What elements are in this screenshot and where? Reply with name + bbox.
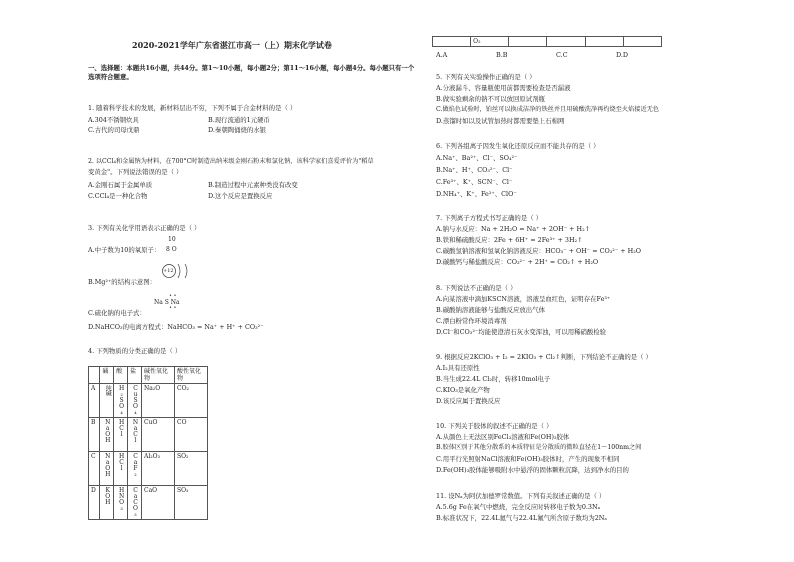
q10-stem: 10. 下列关于胶体的叙述不正确的是（ ） — [436, 422, 553, 430]
table-cell — [433, 37, 471, 47]
q3-option-a: A.中子数为10的氧原子： — [88, 246, 161, 254]
q5-option-b: B.做实验剩余的钠不可以放回原试剂瓶 — [436, 95, 545, 103]
q3-option-b: B.Mg²⁺的结构示意图： — [88, 278, 157, 286]
q3-isotope-mass: 10 — [168, 236, 176, 243]
q4-stem: 4. 下列物质的分类正确的是（ ） — [88, 347, 182, 355]
q7-stem: 7. 下列离子方程式书写正确的是（ ） — [436, 214, 543, 222]
q9-option-c: C.KIO₃是氧化产物 — [436, 386, 490, 394]
table-cell — [509, 37, 547, 47]
q8-option-a: A.向某溶液中滴加KSCN溶液，溶液呈血红色，证明存在Fe³⁺ — [436, 295, 611, 303]
q5-stem: 5. 下列有关实验操作正确的是（ ） — [436, 73, 536, 81]
table-cell: CaCO₃ — [128, 486, 142, 520]
q5-option-c: C.做焰色试验时，铂丝可以换成洁净的铁丝并且用硫酸洗净再灼烧至火焰接近无色 — [436, 106, 660, 113]
q4-option-b: B.B — [496, 51, 508, 59]
q9-stem: 9. 根据反应2KClO₃ + I₂ = 2KIO₃ + Cl₂↑判断，下列结论不正确的是（ ） — [436, 353, 652, 361]
table-cell — [547, 37, 585, 47]
table-header-cell: 碱 — [100, 367, 114, 384]
table-row — [89, 486, 208, 520]
table-cell: SO₃ — [175, 486, 208, 520]
table-cell: NaOH — [100, 418, 114, 452]
table-cell: CuSO₄ — [128, 384, 142, 418]
table-cell: SO₂ — [175, 452, 208, 486]
table-cell — [89, 367, 100, 384]
q10-option-b: B.胶体区别于其他分散系的本质特征是分散质的微粒直径在1～100nm之间 — [436, 444, 642, 451]
q4-option-d: D.D — [616, 51, 629, 59]
q11-option-b: B.标准状况下，22.4L氦气与22.4L氟气所含原子数均为2Nₐ — [436, 514, 607, 522]
q11-stem: 11. 设Nₐ为阿伏加德罗常数值。下列有关叙述正确的是（ ） — [436, 492, 606, 500]
q4-option-c: C.C — [556, 51, 568, 59]
q4-table-continuation — [432, 36, 662, 47]
q2-option-a: A.金刚石属于金属单质 — [88, 181, 153, 189]
table-cell: CO — [175, 418, 208, 452]
table-cell: CaO — [142, 486, 175, 520]
table-cell: A — [89, 384, 100, 418]
q4-option-a: A.A — [436, 51, 448, 59]
table-cell: O₂ — [471, 37, 509, 47]
q7-option-b: B.铁和稀硫酸反应：2Fe + 6H⁺ = 2Fe³⁺ + 3H₂↑ — [436, 236, 583, 244]
q7-option-a: A.钠与水反应：Na + 2H₂O = Na⁺ + 2OH⁻ + H₂↑ — [436, 225, 591, 233]
table-cell: Al₂O₃ — [142, 452, 175, 486]
na2s-electron-dots: • • — [169, 293, 177, 299]
q8-option-c: C.漂白粉常作环境消毒剂 — [436, 317, 507, 325]
table-cell: CaF₂ — [128, 452, 142, 486]
table-header-cell: 碱性氧化物 — [142, 367, 175, 384]
q6-option-c: C.Fe³⁺、K⁺、SCN⁻、Cl⁻ — [436, 178, 513, 186]
table-cell: NaOH — [100, 452, 114, 486]
table-cell — [623, 37, 661, 47]
table-cell: HNO₃ — [114, 486, 128, 520]
q6-stem: 6. 下列各组离子因发生氧化还原反应而不能共存的是（ ） — [436, 142, 600, 150]
q2-stem-line2: 变黄金"。下列说法错误的是（ ） — [88, 168, 183, 176]
q7-option-c: C.碳酸氢钠溶液和氢氧化钠溶液反应：HCO₃⁻ + OH⁻ = CO₃²⁻ + H₂O — [436, 247, 642, 255]
mg-nucleus-charge: +12 — [163, 268, 174, 274]
table-cell: C — [89, 452, 100, 486]
section-1-instructions: 一、选择题：本题共16小题，共44分。第1～10小题，每小题2分；第11～16小题，每小题4分。每小题只有一个选项符合题意。 — [88, 64, 415, 81]
q11-option-a: A.5.6g Fe在氧气中燃烧，完全反应时转移电子数为0.3Nₐ — [436, 503, 601, 511]
q1-option-b: B.现行流通的1元硬币 — [208, 116, 270, 124]
q8-stem: 8. 下列说法不正确的是（ ） — [436, 284, 517, 292]
q6-option-d: D.NH₄⁺、K⁺、Fe²⁺、ClO⁻ — [436, 190, 517, 198]
q3-stem: 3. 下列有关化学用语表示正确的是（ ） — [88, 224, 201, 232]
q6-option-b: B.Na⁺、H⁺、CO₃²⁻、Cl⁻ — [436, 166, 513, 174]
table-row — [89, 452, 208, 486]
q1-option-d: D.秦朝陶俑烧的水银 — [208, 126, 267, 134]
table-header-cell: 盐 — [128, 367, 142, 384]
table-header-cell: 酸 — [114, 367, 128, 384]
table-cell: NaCl — [128, 418, 142, 452]
q3-isotope-symbol: 8 O — [166, 246, 177, 253]
q10-option-a: A.从颜色上无法区别FeCl₃溶液和Fe(OH)₃胶体 — [436, 433, 570, 441]
exam-title: 2020-2021学年广东省湛江市高一（上）期末化学试卷 — [132, 40, 332, 50]
table-cell: D — [89, 486, 100, 520]
table-header-row — [89, 367, 208, 384]
q9-option-d: D.该反应属于置换反应 — [436, 397, 501, 405]
q5-option-a: A.分液漏斗、容量瓶使用前都需要检查是否漏液 — [436, 84, 571, 92]
q3-option-c: C.硫化钠的电子式： — [88, 309, 146, 317]
q1-option-c: C.古代的司母戊鼎 — [88, 126, 140, 134]
q4-classification-table — [88, 366, 208, 520]
table-row — [89, 418, 208, 452]
table-cell: H₂SO₄ — [114, 384, 128, 418]
q9-option-b: B.当生成22.4L Cl₂时，转移10mol电子 — [436, 375, 551, 383]
q6-option-a: A.Na⁺、Ba²⁺、Cl⁻、SO₄²⁻ — [436, 154, 518, 162]
table-cell: HCl — [114, 452, 128, 486]
table-cell: B — [89, 418, 100, 452]
q1-option-a: A.304不锈钢炊具 — [88, 116, 139, 124]
q1-stem: 1. 随着科学技术的发展，新材料层出不穷，下列不属于合金材料的是（ ） — [88, 104, 297, 112]
na2s-formula: Na S Na — [154, 299, 180, 306]
table-cell: CuO — [142, 418, 175, 452]
q3-option-d: D.NaHCO₃的电离方程式：NaHCO₃ = Na⁺ + H⁺ + CO₃²⁻ — [88, 323, 264, 331]
table-header-cell: 酸性氧化物 — [175, 367, 208, 384]
q8-option-d: D.Cl⁻和CO₃²⁻均能使澄清石灰水变浑浊，可以用稀硝酸检验 — [436, 328, 607, 336]
q8-option-b: B.碳酸钠溶液能够与盐酸反应放出气体 — [436, 306, 545, 314]
q7-option-d: D.碳酸钙与稀盐酸反应：CO₃²⁻ + 2H⁺ = CO₂↑ + H₂O — [436, 258, 599, 266]
table-cell — [585, 37, 623, 47]
q10-option-c: C.用平行光照射NaCl溶液和Fe(OH)₃胶体时，产生的现象不相同 — [436, 455, 620, 463]
table-row — [89, 384, 208, 418]
q2-option-b: B.制造过程中元素种类没有改变 — [208, 181, 298, 189]
table-cell: 纯碱 — [100, 384, 114, 418]
table-row — [433, 37, 662, 47]
table-cell: HCl — [114, 418, 128, 452]
q2-stem-line1: 2. 以CCl₄和金属钠为材料，在700°C时制造出纳米级金刚石粉末和氯化钠，该科学家们喜爱评价为"稻草 — [88, 158, 374, 165]
table-cell: CO₂ — [175, 384, 208, 418]
q5-option-d: D.蒸馏时如以及试管加热时都需要垫上石棉网 — [436, 117, 565, 125]
q10-option-d: D.Fe(OH)₃胶体能够吸附水中悬浮的固体颗粒沉降，达到净水的目的 — [436, 466, 629, 474]
q2-option-c: C.CCl₄是一种化合物 — [88, 192, 148, 200]
na2s-electron-dots-bottom: • • — [169, 305, 177, 311]
table-cell: KOH — [100, 486, 114, 520]
q9-option-a: A.I₂具有还原性 — [436, 364, 480, 372]
q2-option-d: D.这个反应是置换反应 — [208, 192, 273, 200]
table-cell: Na₂O — [142, 384, 175, 418]
